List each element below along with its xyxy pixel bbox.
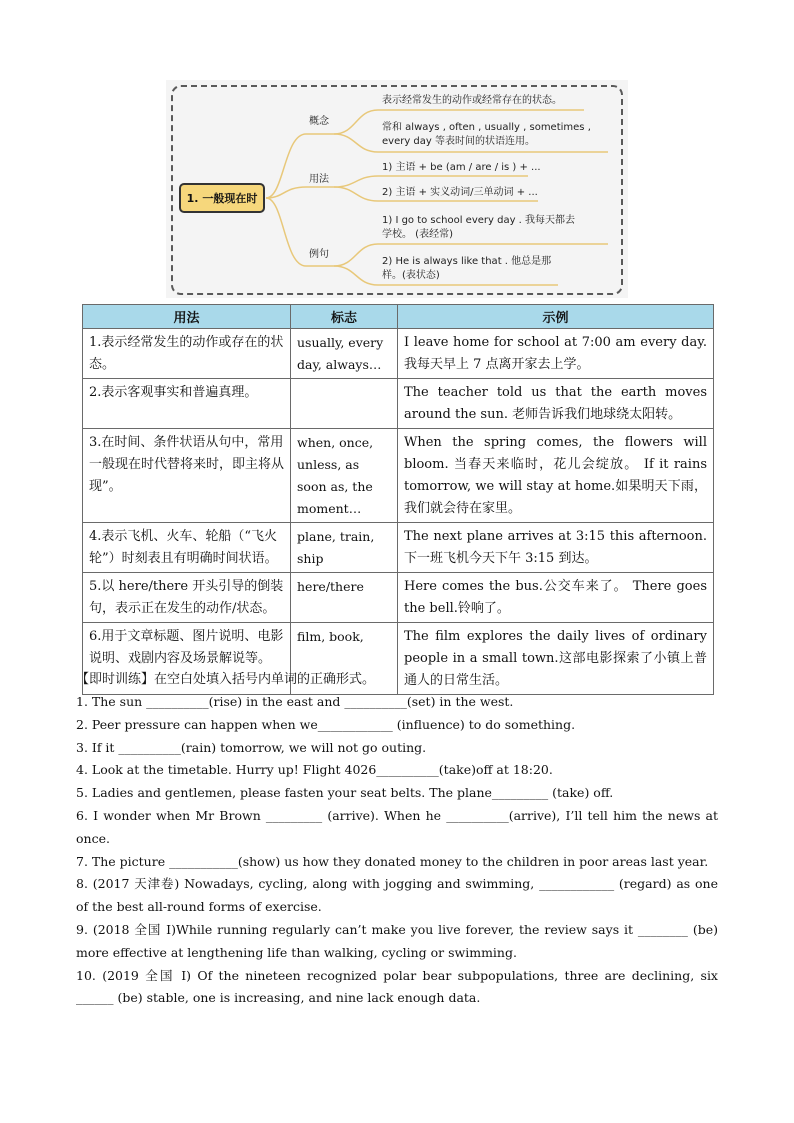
usage-cell: 3.在时间、条件状语从句中，常用一般现在时代替将来时，即主将从现”。 [83, 429, 291, 523]
signal-cell: plane, train, ship [291, 523, 398, 573]
exercise-item: 10. (2019 全国 I) Of the nineteen recognized polar bear subpopulations, three are declining, six ______ (be) stable, one is increasing, and nine lack enough data. [76, 967, 718, 1006]
connector-root-concept [266, 134, 334, 198]
table-row [83, 329, 714, 379]
exercise-item: 1. The sun __________(rise) in the east and __________(set) in the west. [76, 694, 514, 709]
table-row [83, 573, 714, 623]
example-item-1: 1) I go to school every day . 我每天都去学校。 (表经常) [382, 215, 576, 240]
table-row [83, 523, 714, 573]
usage-cell: 6.用于文章标题、图片说明、电影说明、戏剧内容及场景解说等。 [83, 623, 291, 695]
header-signal: 标志 [291, 305, 398, 329]
usage-cell: 5.以 here/there 开头引导的倒装句，表示正在发生的动作/状态。 [83, 573, 291, 623]
exercise-item: 2. Peer pressure can happen when we____________ (influence) to do something. [76, 716, 576, 732]
header-example: 示例 [398, 305, 714, 329]
mindmap-root-node: 1. 一般现在时 [179, 183, 265, 213]
example-cell: The teacher told us that the earth moves around the sun. 老师告诉我们地球绕太阳转。 [398, 379, 714, 429]
branch-label-concept: 概念 [309, 116, 329, 127]
example-item-2: 2) He is always like that . 他总是那样。(表状态) [382, 256, 552, 281]
usage-cell: 1.表示经常发生的动作或存在的状态。 [83, 329, 291, 379]
exercise-item: 3. If it __________(rain) tomorrow, we will not go outing. [76, 739, 427, 755]
exercise-item: 8. (2017 天津卷) Nowadays, cycling, along with jogging and swimming, ____________ (regard) as one of the best all-round forms of exercise. [76, 876, 718, 915]
table-row [83, 379, 714, 429]
grammar-table [82, 304, 714, 695]
concept-item-2: 常和 always , often , usually , sometimes , every day 等表时间的状语连用。 [382, 122, 591, 147]
branch-label-usage: 用法 [309, 174, 329, 185]
usage-item-1: 1) 主语 + be (am / are / is ) + ... [382, 162, 541, 173]
branch-label-example: 例句 [309, 249, 329, 260]
header-usage: 用法 [83, 305, 291, 329]
example-cell: The next plane arrives at 3:15 this afternoon. 下一班飞机今天下午 3:15 到达。 [398, 523, 714, 573]
signal-cell: when, once, unless, as soon as, the moment… [291, 429, 398, 523]
signal-cell: film, book, [291, 623, 398, 695]
table-row [83, 429, 714, 523]
example-cell: I leave home for school at 7:00 am every day. 我每天早上 7 点离开家去上学。 [398, 329, 714, 379]
exercise-item: 6. I wonder when Mr Brown _________ (arrive). When he __________(arrive), I’ll tell him the news at once. [76, 807, 718, 846]
exercise-item: 7. The picture ___________(show) us how they donated money to the children in poor areas last year. [76, 853, 709, 869]
exercise-section [76, 669, 718, 1010]
usage-cell: 2.表示客观事实和普遍真理。 [83, 379, 291, 429]
example-cell: When the spring comes, the flowers will bloom. 当春天来临时，花儿会绽放。 If it rains tomorrow, we will stay at home.如果明天下雨，我们就会待在家里。 [398, 429, 714, 523]
concept-item-1: 表示经常发生的动作或经常存在的状态。 [382, 95, 562, 106]
exercise-item: 9. (2018 全国 I)While running regularly can’t make you live forever, the review says it ________ (be) more effective at lengthening life than walking, cycling or swimming. [76, 921, 718, 960]
usage-cell: 4.表示飞机、火车、轮船（“飞火轮”）时刻表且有明确时间状语。 [83, 523, 291, 573]
exercise-item: 5. Ladies and gentlemen, please fasten your seat belts. The plane_________ (take) off. [76, 785, 614, 801]
table-header-row [83, 305, 714, 329]
signal-cell: usually, every day, always… [291, 329, 398, 379]
exercise-title: 【即时训练】在空白处填入括号内单词的正确形式。 [76, 672, 376, 687]
example-cell: The film explores the daily lives of ordinary people in a small town.这部电影探索了小镇上普通人的日常生活。 [398, 623, 714, 695]
signal-cell: here/there [291, 573, 398, 623]
signal-cell [291, 379, 398, 429]
usage-item-2: 2) 主语 + 实义动词/三单动词 + ... [382, 187, 538, 198]
exercise-item: 4. Look at the timetable. Hurry up! Flight 4026__________(take)off at 18:20. [76, 762, 553, 778]
mindmap [166, 80, 628, 298]
example-cell: Here comes the bus.公交车来了。 There goes the bell.铃响了。 [398, 573, 714, 623]
